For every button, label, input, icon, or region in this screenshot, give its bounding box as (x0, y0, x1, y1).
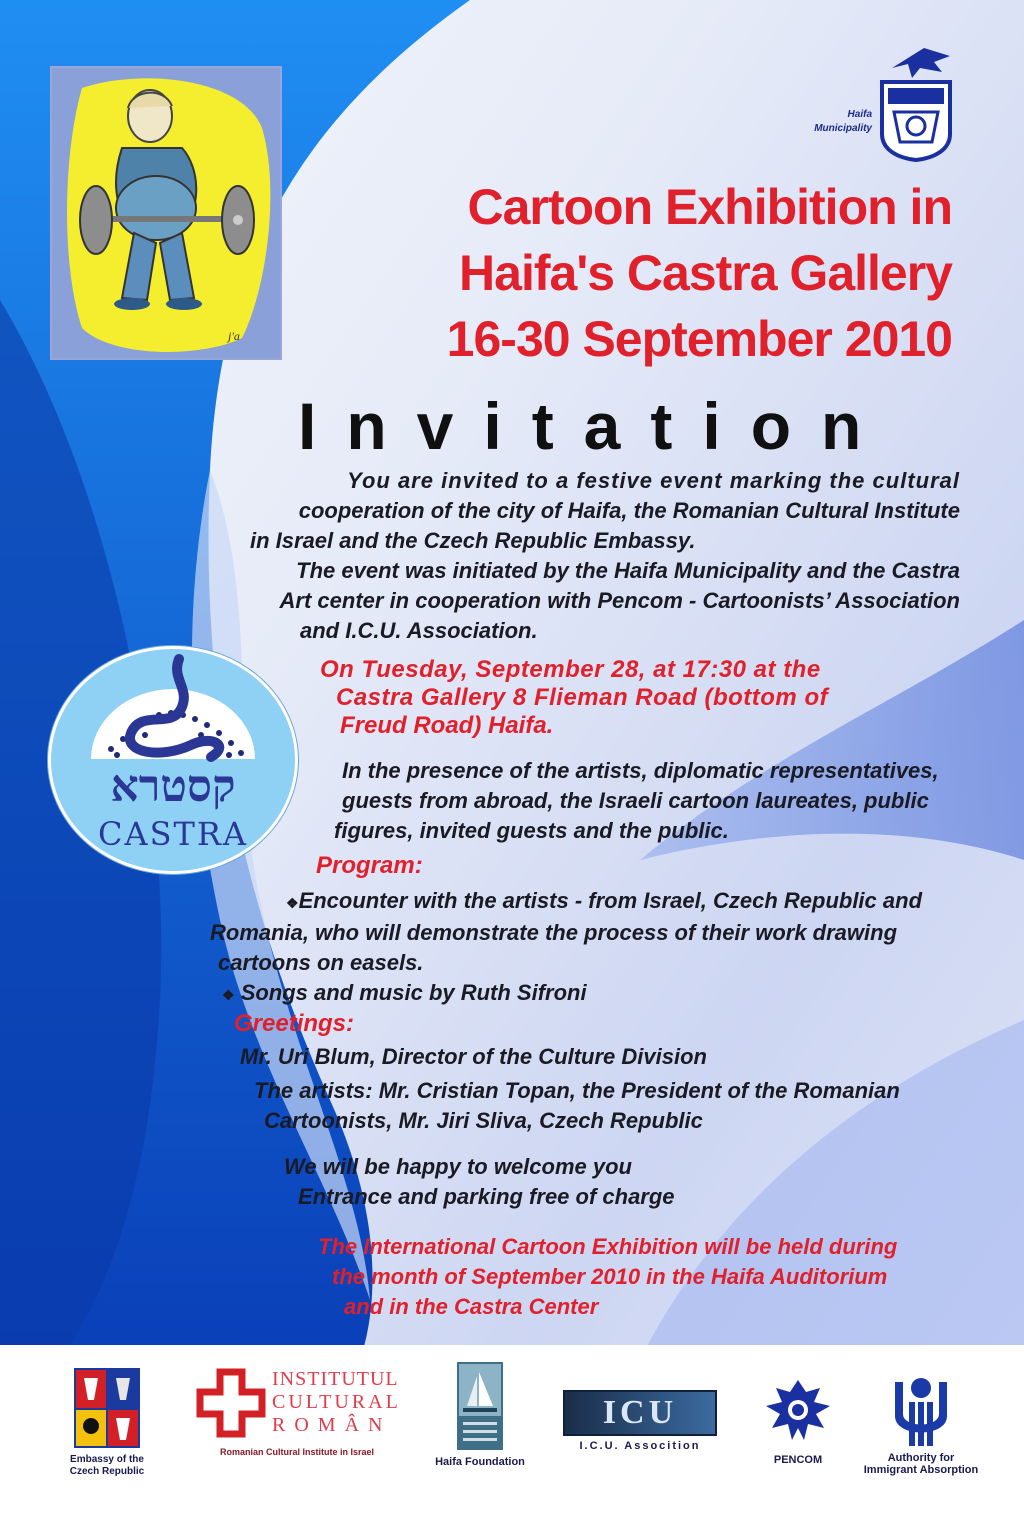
invitation-heading: Invitation (298, 389, 892, 463)
title-line-2: Haifa's Castra Gallery (459, 245, 952, 301)
title-line-3: 16-30 September 2010 (446, 311, 952, 367)
intro-line-6: and I.C.U. Association. (300, 618, 538, 643)
icr-caption: Romanian Cultural Institute in Israel (219, 1447, 375, 1457)
intro-line-1: You are invited to a festive event marking the cultural (347, 468, 960, 493)
czech-caption-line-1: Embassy of the (70, 1454, 144, 1465)
castra-hebrew-text: קסטרא (110, 761, 236, 812)
haifa-municipality-label (776, 108, 872, 136)
castra-logo (48, 646, 298, 874)
program-item-1-line-3: cartoons on easels. (218, 950, 424, 975)
greetings-line-1: Mr. Uri Blum, Director of the Culture Division (240, 1044, 707, 1069)
icr-name-line-1: INSTITUTUL (272, 1368, 399, 1390)
program-item-2-text: Songs and music by Ruth Sifroni (240, 980, 587, 1005)
sponsor-pencom (748, 1376, 848, 1466)
program-item-1-line-2: Romania, who will demonstrate the process of their work drawing (210, 920, 898, 945)
municipality-label-line1: Haifa (847, 109, 872, 120)
absorption-caption-line-1: Authority for (887, 1452, 955, 1464)
intro-line-3: in Israel and the Czech Republic Embassy. (250, 528, 696, 553)
exhibition-line-1: The International Cartoon Exhibition will be held during (318, 1234, 898, 1259)
greetings-line-3: Cartoonists, Mr. Jiri Sliva, Czech Republic (264, 1108, 703, 1133)
event-line-2: Castra Gallery 8 Flieman Road (bottom of (336, 684, 829, 711)
sponsor-immigrant-absorption (846, 1374, 996, 1476)
sponsor-czech-embassy (52, 1366, 162, 1478)
haifa-municipality-emblem-icon (872, 42, 960, 164)
absorption-caption-line-2: Immigrant Absorption (863, 1464, 979, 1476)
czech-coat-of-arms-icon (72, 1366, 142, 1450)
greetings-list (240, 1042, 960, 1136)
event-title (300, 174, 952, 372)
intro-line-4: The event was initiated by the Haifa Municipality and the Castra (296, 558, 960, 583)
presence-line-2: guests from abroad, the Israeli cartoon laureates, public (342, 788, 929, 813)
exhibition-note (318, 1232, 968, 1322)
bullet-icon: ❖ (222, 987, 235, 1003)
pencom-caption: PENCOM (773, 1454, 823, 1466)
castra-latin-text: CASTRA (97, 815, 249, 853)
closing-line-1: We will be happy to welcome you (284, 1154, 632, 1179)
czech-caption-line-2: Czech Republic (69, 1466, 145, 1477)
intro-line-5: Art center in cooperation with Pencom - Cartoonists’ Association (279, 588, 960, 613)
program-item-1-line-1: Encounter with the artists - from Israel, Czech Republic and (298, 888, 923, 913)
icr-cross-icon (196, 1368, 266, 1438)
pencom-emblem-icon (758, 1376, 838, 1450)
icu-logo-text: ICU (602, 1394, 678, 1431)
intro-paragraph (210, 466, 960, 646)
sponsor-icu-association (560, 1390, 720, 1452)
haifa-foundation-logo-icon (457, 1362, 503, 1450)
svg-text:j'a: j'a (228, 329, 240, 343)
cartoon-weightlifter-image (50, 66, 282, 360)
intro-line-2: cooperation of the city of Haifa, the Romanian Cultural Institute (298, 498, 960, 523)
sponsor-haifa-foundation (420, 1362, 540, 1468)
closing-text (284, 1152, 884, 1212)
icu-logo-box (563, 1390, 717, 1436)
icr-name-line-2: CULTURAL (272, 1391, 401, 1413)
closing-line-2: Entrance and parking free of charge (298, 1184, 675, 1209)
presence-paragraph (330, 756, 960, 846)
presence-line-1: In the presence of the artists, diplomatic representatives, (342, 758, 939, 783)
bullet-icon: ❖ (286, 895, 299, 911)
event-details (320, 656, 960, 740)
program-item-1 (210, 886, 960, 918)
absorption-figure-icon (889, 1374, 953, 1450)
exhibition-line-3: and in the Castra Center (344, 1294, 599, 1319)
title-line-1: Cartoon Exhibition in (467, 179, 952, 235)
exhibition-line-2: the month of September 2010 in the Haifa Auditorium (332, 1264, 888, 1289)
haifa-foundation-caption: Haifa Foundation (435, 1456, 525, 1468)
presence-line-3: figures, invited guests and the public. (334, 818, 729, 843)
municipality-label-line2: Municipality (814, 123, 872, 134)
icr-name-line-3: ROMÂN (272, 1414, 392, 1436)
greetings-line-2: The artists: Mr. Cristian Topan, the President of the Romanian (254, 1078, 900, 1103)
program-item-2 (210, 978, 960, 1010)
icr-name (272, 1368, 401, 1437)
program-list (210, 886, 960, 1010)
event-line-3: Freud Road) Haifa. (340, 712, 554, 739)
event-line-1: On Tuesday, September 28, at 17:30 at the (320, 656, 821, 683)
program-heading: Program: (316, 852, 423, 879)
greetings-heading: Greetings: (234, 1010, 355, 1037)
icu-caption: I.C.U. Associtіon (579, 1440, 701, 1452)
weightlifter-drawing (52, 68, 280, 358)
